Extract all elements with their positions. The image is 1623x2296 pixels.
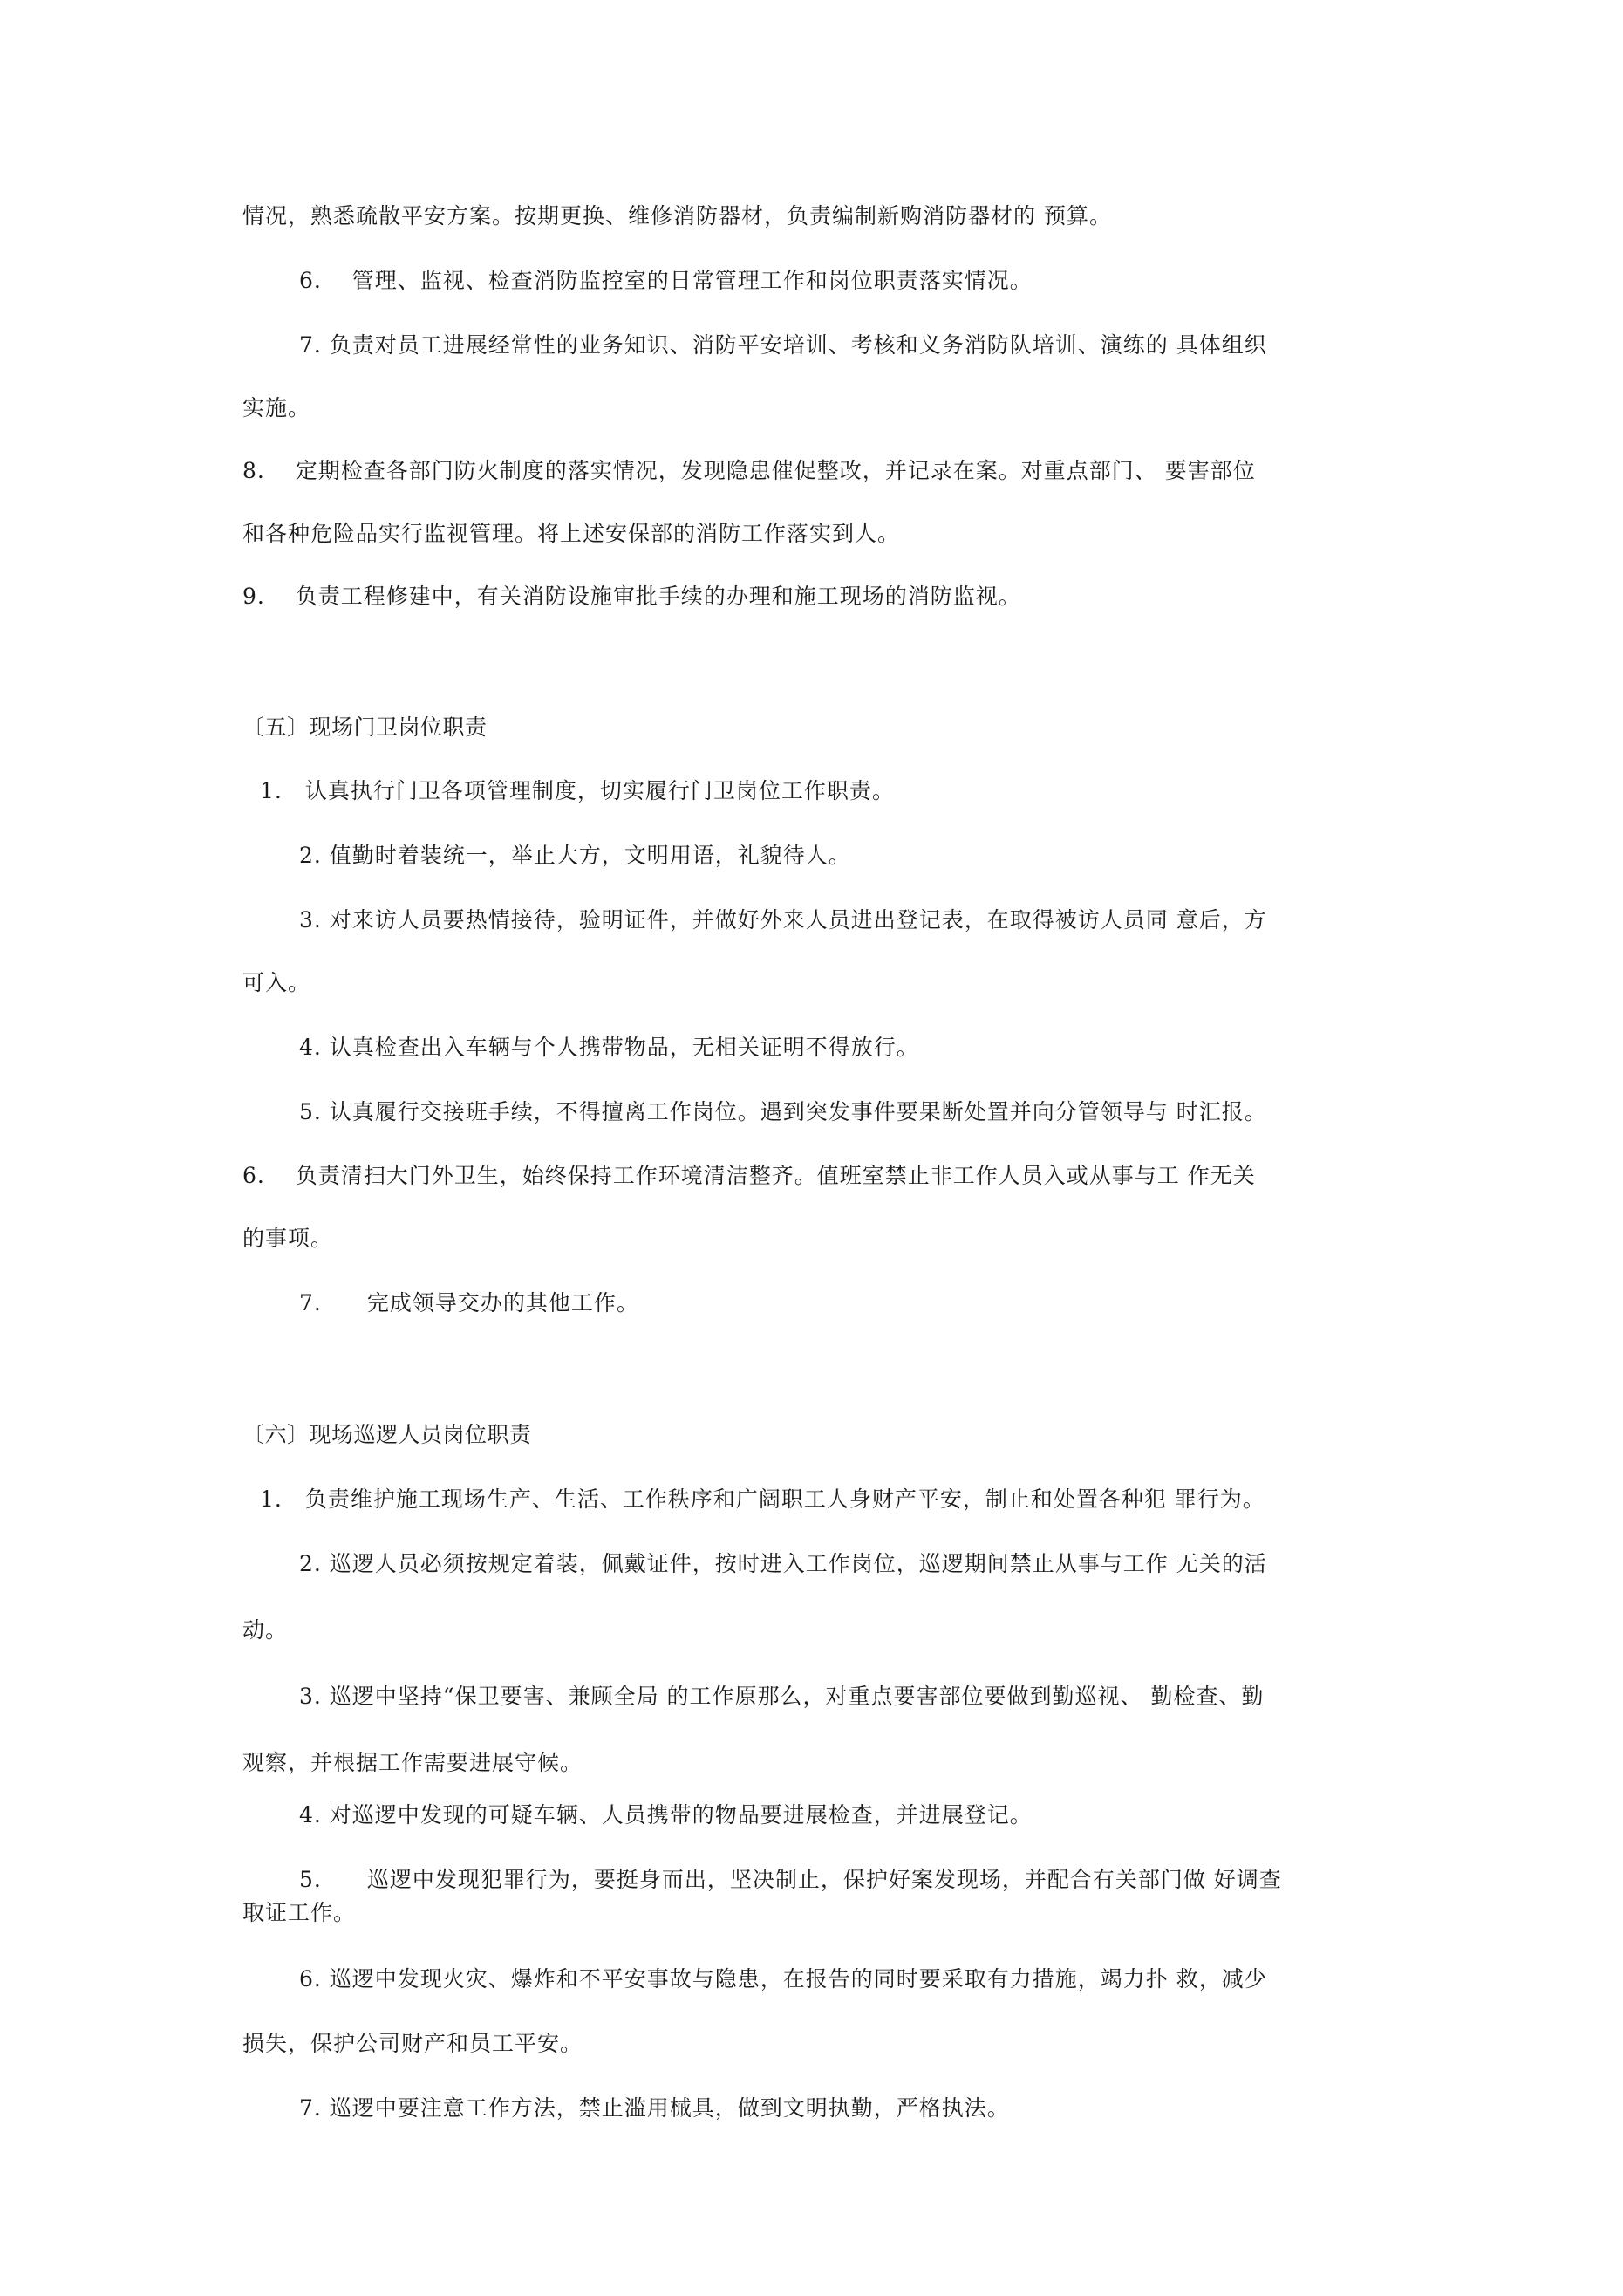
paragraph-continuation: 情况，熟悉疏散平安方案。按期更换、维修消防器材，负责编制新购消防器材的 预算。 (242, 203, 1112, 229)
list-item-continuation: 的事项。 (242, 1226, 334, 1251)
list-item-continuation: 和各种危险品实行监视管理。将上述安保部的消防工作落实到人。 (242, 521, 901, 546)
list-item-continuation: 观察，并根据工作需要进展守候。 (242, 1750, 583, 1775)
list-item: 4. 对巡逻中发现的可疑车辆、人员携带的物品要进展检查，并进展登记。 (299, 1802, 1033, 1828)
section-heading: 〔五〕现场门卫岗位职责 (242, 714, 488, 740)
list-item-continuation: 实施。 (242, 395, 311, 420)
list-item: 2. 巡逻人员必须按规定着装，佩戴证件，按时进入工作岗位，巡逻期间禁止从事与工作 无关的活 (299, 1551, 1267, 1576)
list-item-continuation: 取证工作。 (242, 1900, 357, 1925)
list-item: 3. 对来访人员要热情接待，验明证件，并做好外来人员进出登记表，在取得被访人员同 意后，方 (299, 907, 1267, 933)
list-item: 6. 管理、监视、检查消防监控室的日常管理工作和岗位职责落实情况。 (299, 268, 1033, 293)
list-item: 5. 认真履行交接班手续，不得擅离工作岗位。遇到突发事件要果断处置并向分管领导与 时汇报。 (299, 1099, 1267, 1124)
list-item: 4. 认真检查出入车辆与个人携带物品，无相关证明不得放行。 (299, 1035, 919, 1060)
list-item: 5. 巡逻中发现犯罪行为，要挺身而出，坚决制止，保护好案发现场，并配合有关部门做 好调查 (299, 1867, 1282, 1892)
list-item: 3. 巡逻中坚持“保卫要害、兼顾全局 的工作原那么，对重点要害部位要做到勤巡视、 勤检查、勤 (299, 1684, 1265, 1709)
list-item: 6. 巡逻中发现火灾、爆炸和不平安事故与隐患，在报告的同时要采取有力措施，竭力扑 救，减少 (299, 1966, 1267, 1992)
list-item-continuation: 可入。 (242, 970, 311, 995)
list-item-continuation: 损失，保护公司财产和员工平安。 (242, 2031, 583, 2056)
list-item: 1. 负责维护施工现场生产、生活、工作秩序和广阔职工人身财产平安，制止和处置各种犯 罪行为。 (260, 1486, 1265, 1512)
list-item: 8. 定期检查各部门防火制度的落实情况，发现隐患催促整改，并记录在案。对重点部门、 要害部位 (242, 458, 1256, 483)
list-item-continuation: 动。 (242, 1617, 289, 1643)
section-heading: 〔六〕现场巡逻人员岗位职责 (242, 1422, 532, 1447)
list-item: 7. 完成领导交办的其他工作。 (299, 1290, 639, 1315)
list-item: 1. 认真执行门卫各项管理制度，切实履行门卫岗位工作职责。 (260, 778, 895, 803)
list-item: 9. 负责工程修建中，有关消防设施审批手续的办理和施工现场的消防监视。 (242, 584, 1021, 609)
list-item: 2. 值勤时着装统一，举止大方，文明用语，礼貌待人。 (299, 843, 851, 868)
list-item: 7. 负责对员工进展经常性的业务知识、消防平安培训、考核和义务消防队培训、演练的 具体组织 (299, 332, 1267, 358)
list-item: 6. 负责清扫大门外卫生，始终保持工作环境清洁整齐。值班室禁止非工作人员入或从事与工 作无关 (242, 1163, 1256, 1188)
list-item: 7. 巡逻中要注意工作方法，禁止滥用械具，做到文明执勤，严格执法。 (299, 2095, 1010, 2121)
